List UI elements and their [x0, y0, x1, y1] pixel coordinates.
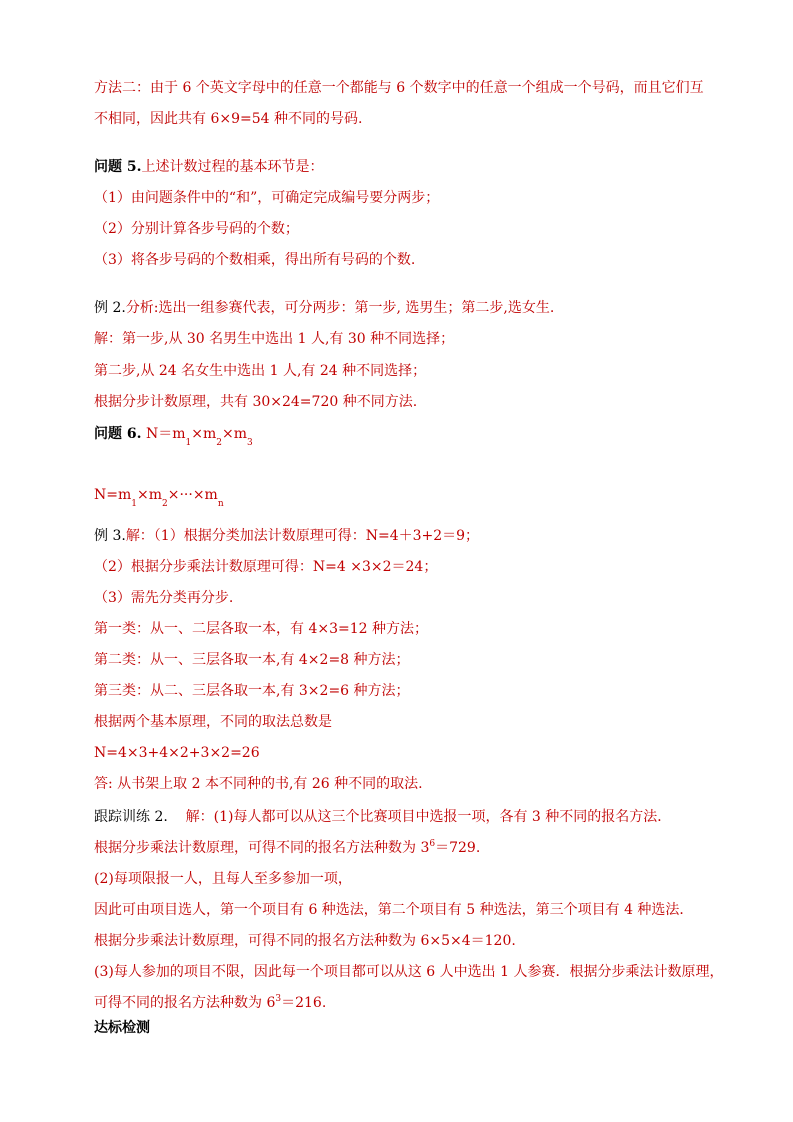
ex3-prefix: 例 3.	[94, 528, 126, 544]
q5-title: 上述计数过程的基本环节是：	[141, 159, 324, 175]
method2-line1: 方法二：由于 6 个英文字母中的任意一个都能与 6 个数字中的任意一个组成一个号码，而且它们互	[94, 80, 704, 96]
track-line-3: (2)每项限报一人，且每人至多参加一项，	[94, 871, 352, 887]
ex2-heading	[94, 299, 554, 317]
q5-item-3: （3）将各步号码的个数相乘，得出所有号码的个数.	[94, 252, 416, 268]
ex3-red-line-3: 第二类：从一、三层各取一本,有 4×2=8 种方法；	[94, 652, 410, 668]
ex3-red-line-4: 第三类：从二、三层各取一本,有 3×2=6 种方法；	[94, 683, 410, 699]
track-line-1: 解：(1)每人都可以从这三个比赛项目中选报一项，各有 3 种不同的报名方法．	[185, 809, 672, 825]
ex2-line-3: 根据分步计数原理，共有 30×24=720 种不同方法.	[94, 394, 418, 410]
track-line-5: 根据分步乘法计数原理，可得不同的报名方法种数为 6×5×4＝120.	[94, 933, 516, 949]
method2-line2: 不相同，因此共有 6×9=54 种不同的号码.	[94, 111, 363, 127]
ex2-prefix: 例 2.	[94, 300, 126, 316]
ex3-red-line-6: N=4×3+4×2+3×2=26	[94, 745, 260, 761]
ex3-red-line-1: （3）需先分类再分步.	[94, 590, 234, 606]
q5-item-2: （2）分别计算各步号码的个数；	[94, 221, 299, 237]
track-line-6: (3)每人参加的项目不限，因此每一个项目都可以从这 6 人中选出 1 人参赛．根据分步乘法计数原理，	[94, 964, 724, 980]
ex3-line-1: 解：（1）根据分类加法计数原理可得：N=4＋3+2＝9；	[125, 528, 480, 544]
ex2-line-2: 第二步,从 24 名女生中选出 1 人,有 24 种不同选择；	[94, 363, 427, 379]
ex3-line-2: （2）根据分步乘法计数原理可得：N=4 ×3×2＝24；	[94, 559, 438, 575]
ex3-red-line-2: 第一类：从一、二层各取一本，有 4×3=12 种方法；	[94, 621, 428, 637]
q6-formula-2: $N=m_1\times m_2\times\cdot\cdot\cdot\times m_n$	[94, 487, 224, 509]
track-prefix: 跟踪训练 2.	[94, 809, 168, 825]
track-line-2: 根据分步乘法计数原理，可得不同的报名方法种数为 $3^6=729$.	[94, 839, 481, 856]
ex2-line-1: 解：第一步,从 30 名男生中选出 1 人,有 30 种不同选择；	[94, 331, 455, 347]
ex3-heading	[94, 527, 479, 545]
q5-item-1: （1）由问题条件中的“和”，可确定完成编号要分两步；	[94, 190, 440, 206]
q6-label: 问题 6.	[94, 426, 142, 442]
q5-heading	[94, 158, 324, 176]
ex3-red-line-7: 答: 从书架上取 2 本不同种的书,有 26 种不同的取法.	[94, 776, 423, 792]
q5-label: 问题 5.	[94, 159, 142, 175]
track-line-4: 因此可由项目选人，第一个项目有 6 种选法，第二个项目有 5 种选法，第三个项目有 4 种选法．	[94, 902, 694, 918]
ex3-red-line-5: 根据两个基本原理，不同的取法总数是	[94, 714, 332, 730]
q6-formula-1: 问题 6. $N=m_1\times m_2\times m_3$	[94, 426, 253, 448]
track-heading	[94, 808, 671, 826]
ex2-analysis: 分析:选出一组参赛代表，可分两步：第一步, 选男生；第二步,选女生.	[125, 300, 555, 316]
track-line-7: 可得不同的报名方法种数为 $6^3=216$.	[94, 994, 327, 1011]
section-title: 达标检测	[94, 1020, 150, 1036]
